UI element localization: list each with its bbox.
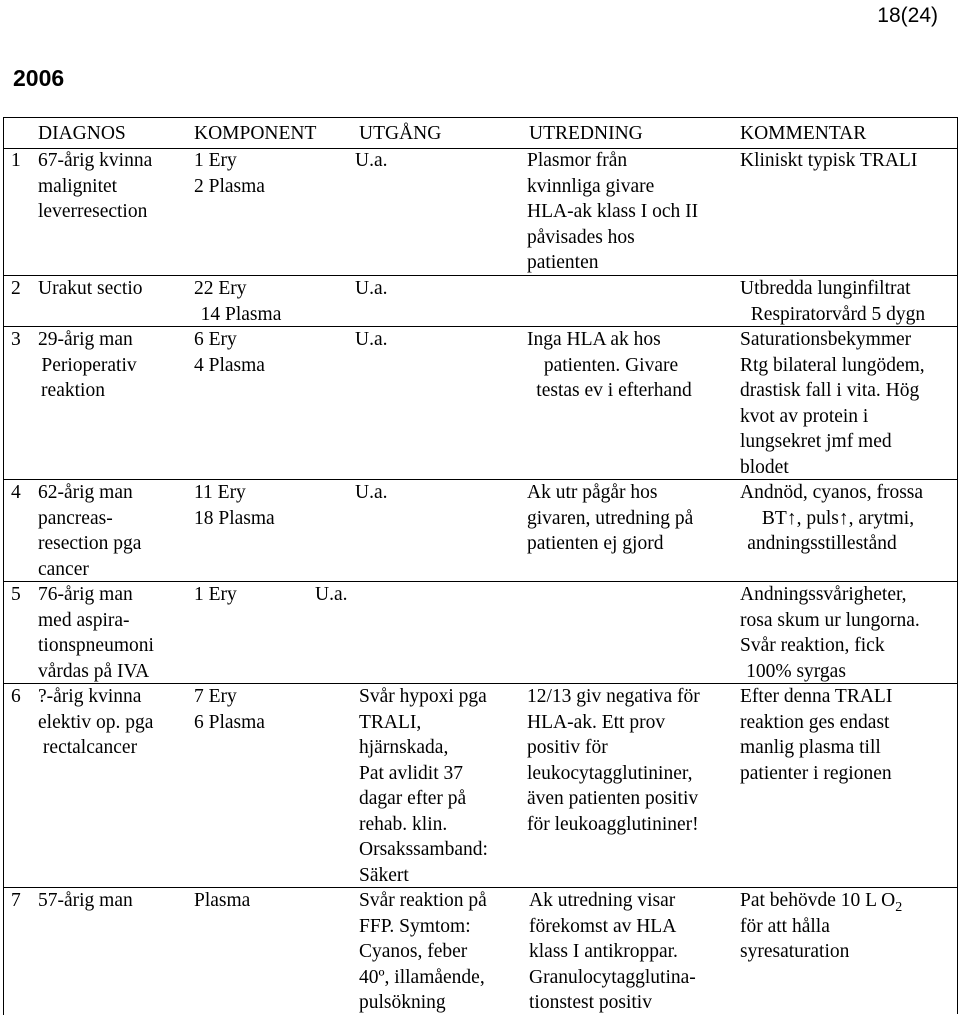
row-number: 6 (11, 686, 21, 707)
kommentar-text: patienter i regionen (740, 762, 892, 784)
utgang-text: U.a. (355, 150, 388, 171)
utredning-text: förekomst av HLA (529, 915, 677, 937)
utgang-text: Cyanos, feber (359, 941, 468, 962)
utredning-text: Inga HLA ak hos (527, 329, 661, 350)
utgang-text: U.a. (355, 278, 388, 299)
year-heading: 2006 (13, 65, 65, 91)
kommentar-text: Efter denna TRALI (740, 686, 893, 707)
utredning-text: patienten ej gjord (527, 533, 664, 554)
kommentar-text: andningsstillestånd (747, 533, 897, 554)
kommentar-text: Saturationsbekymmer (740, 329, 912, 350)
komponent-text: 14 Plasma (200, 303, 282, 325)
diagnos-text: vårdas på IVA (38, 660, 150, 682)
kommentar-text: 100% syrgas (746, 660, 846, 682)
diagnos-text: elektiv op. pga (38, 711, 154, 733)
komponent-text: 22 Ery (194, 278, 247, 299)
kommentar-text: drastisk fall i vita. Hög (740, 380, 920, 401)
kommentar-text: Utbredda lunginfiltrat (740, 278, 911, 299)
komponent-text: 1 Ery (194, 584, 237, 605)
utgang-text: Pat avlidit 37 (359, 762, 463, 784)
utredning-text: 12/13 giv negativa för (527, 686, 700, 707)
header-kommentar: KOMMENTAR (740, 123, 867, 144)
komponent-text: 1 Ery (194, 150, 237, 171)
row-number: 4 (11, 482, 21, 503)
utgang-text: rehab. klin. (359, 813, 448, 835)
utredning-text: testas ev i efterhand (536, 380, 692, 401)
table-frame (3, 117, 958, 1015)
diagnos-text: rectalcancer (42, 737, 138, 758)
utredning-text: Ak utredning visar (529, 890, 676, 911)
diagnos-text: 76-årig man (38, 584, 133, 605)
row-number: 2 (11, 278, 21, 299)
kommentar-text: för att hålla (740, 915, 830, 937)
diagnos-text: med aspira- (38, 609, 130, 631)
utredning-text: givaren, utredning på (527, 507, 694, 529)
utredning-text: Granulocytagglutina- (529, 966, 696, 988)
kommentar-text: manlig plasma till (740, 737, 881, 758)
row-number: 1 (11, 150, 21, 171)
utredning-text: även patienten positiv (527, 788, 699, 809)
utredning-text: patienten (527, 252, 599, 273)
kommentar-text: lungsekret jmf med (740, 431, 892, 452)
diagnos-text: pancreas- (38, 507, 113, 529)
komponent-text: Plasma (194, 890, 251, 911)
utredning-text: tionstest positiv (529, 992, 652, 1013)
diagnos-text: Perioperativ (41, 354, 137, 376)
utredning-text: patienten. Givare (543, 354, 679, 376)
diagnos-text: cancer (38, 558, 89, 580)
kommentar-text: Pat behövde 10 L $O_2$ (740, 890, 903, 915)
utgang-text: Svår reaktion på (359, 890, 487, 911)
diagnos-text: 29-årig man (38, 329, 133, 350)
kommentar-text: rosa skum ur lungorna. (740, 609, 920, 631)
utgang-text: U.a. (355, 329, 388, 350)
header-diagnos: DIAGNOS (38, 123, 126, 144)
utredning-text: positiv för (527, 737, 608, 758)
komponent-text: 4 Plasma (194, 354, 265, 376)
komponent-text: 7 Ery (194, 686, 237, 707)
table-frame-right (957, 117, 958, 1014)
utgang-text: U.a. (315, 584, 348, 605)
diagnos-text: Urakut sectio (38, 278, 143, 299)
header-komponent: KOMPONENT (194, 123, 317, 144)
kommentar-text: Kliniskt typisk TRALI (740, 150, 918, 171)
utgang-text: Svår hypoxi pga (359, 686, 487, 707)
kommentar-text: Respiratorvård 5 dygn (750, 303, 926, 325)
kommentar-text: Andnöd, cyanos, frossa (740, 482, 924, 503)
kommentar-text: Rtg bilateral lungödem, (740, 354, 925, 376)
diagnos-text: ?-årig kvinna (38, 686, 142, 707)
komponent-text: 6 Plasma (194, 711, 265, 733)
komponent-text: 11 Ery (194, 482, 246, 503)
komponent-text: 18 Plasma (194, 507, 275, 529)
komponent-text: 2 Plasma (194, 175, 265, 197)
row-number: 3 (11, 329, 21, 350)
utredning-text: kvinnliga givare (527, 175, 655, 197)
utredning-text: HLA-ak klass I och II (527, 201, 699, 222)
utredning-text: leukocytagglutininer, (527, 762, 693, 784)
diagnos-text: reaktion (41, 380, 105, 401)
utgang-text: U.a. (355, 482, 388, 503)
utredning-text: Plasmor från (527, 150, 628, 171)
utgang-text: dagar efter på (359, 788, 467, 809)
utgang-text: hjärnskada, (359, 737, 449, 758)
komponent-text: 6 Ery (194, 329, 237, 350)
kommentar-text: kvot av protein i (740, 405, 869, 427)
utredning-text: för leukoagglutininer! (527, 813, 699, 835)
utgang-text: Säkert (359, 864, 409, 886)
kommentar-text: Andningssvårigheter, (740, 584, 907, 605)
diagnos-text: 62-årig man (38, 482, 133, 503)
kommentar-text: Svår reaktion, fick (740, 635, 885, 656)
utgang-text: Orsakssamband: (359, 839, 488, 860)
utgang-text: TRALI, (359, 711, 422, 733)
utredning-text: Ak utr pågår hos (527, 482, 658, 503)
diagnos-text: leverresection (38, 201, 148, 222)
utredning-text: påvisades hos (527, 226, 635, 248)
kommentar-text: blodet (740, 456, 789, 478)
utgang-text: pulsökning (359, 992, 446, 1013)
row-number: 5 (11, 584, 21, 605)
kommentar-text: reaktion ges endast (740, 711, 890, 733)
diagnos-text: 67-årig kvinna (38, 150, 153, 171)
utredning-text: HLA-ak. Ett prov (527, 711, 666, 733)
kommentar-text: syresaturation (740, 941, 850, 962)
row-number: 7 (11, 890, 21, 911)
utgang-text: FFP. Symtom: (359, 915, 471, 937)
diagnos-text: 57-årig man (38, 890, 133, 911)
utgang-text: 40º, illamående, (359, 966, 485, 988)
kommentar-text: BT↑, puls↑, arytmi, (761, 507, 915, 529)
utredning-text: klass I antikroppar. (529, 941, 678, 962)
diagnos-text: resection pga (38, 533, 142, 554)
header-utgang: UTGÅNG (359, 123, 442, 144)
diagnos-text: tionspneumoni (38, 635, 154, 656)
header-utredning: UTREDNING (529, 123, 643, 144)
diagnos-text: malignitet (38, 175, 118, 197)
page-number: 18(24) (877, 4, 938, 27)
